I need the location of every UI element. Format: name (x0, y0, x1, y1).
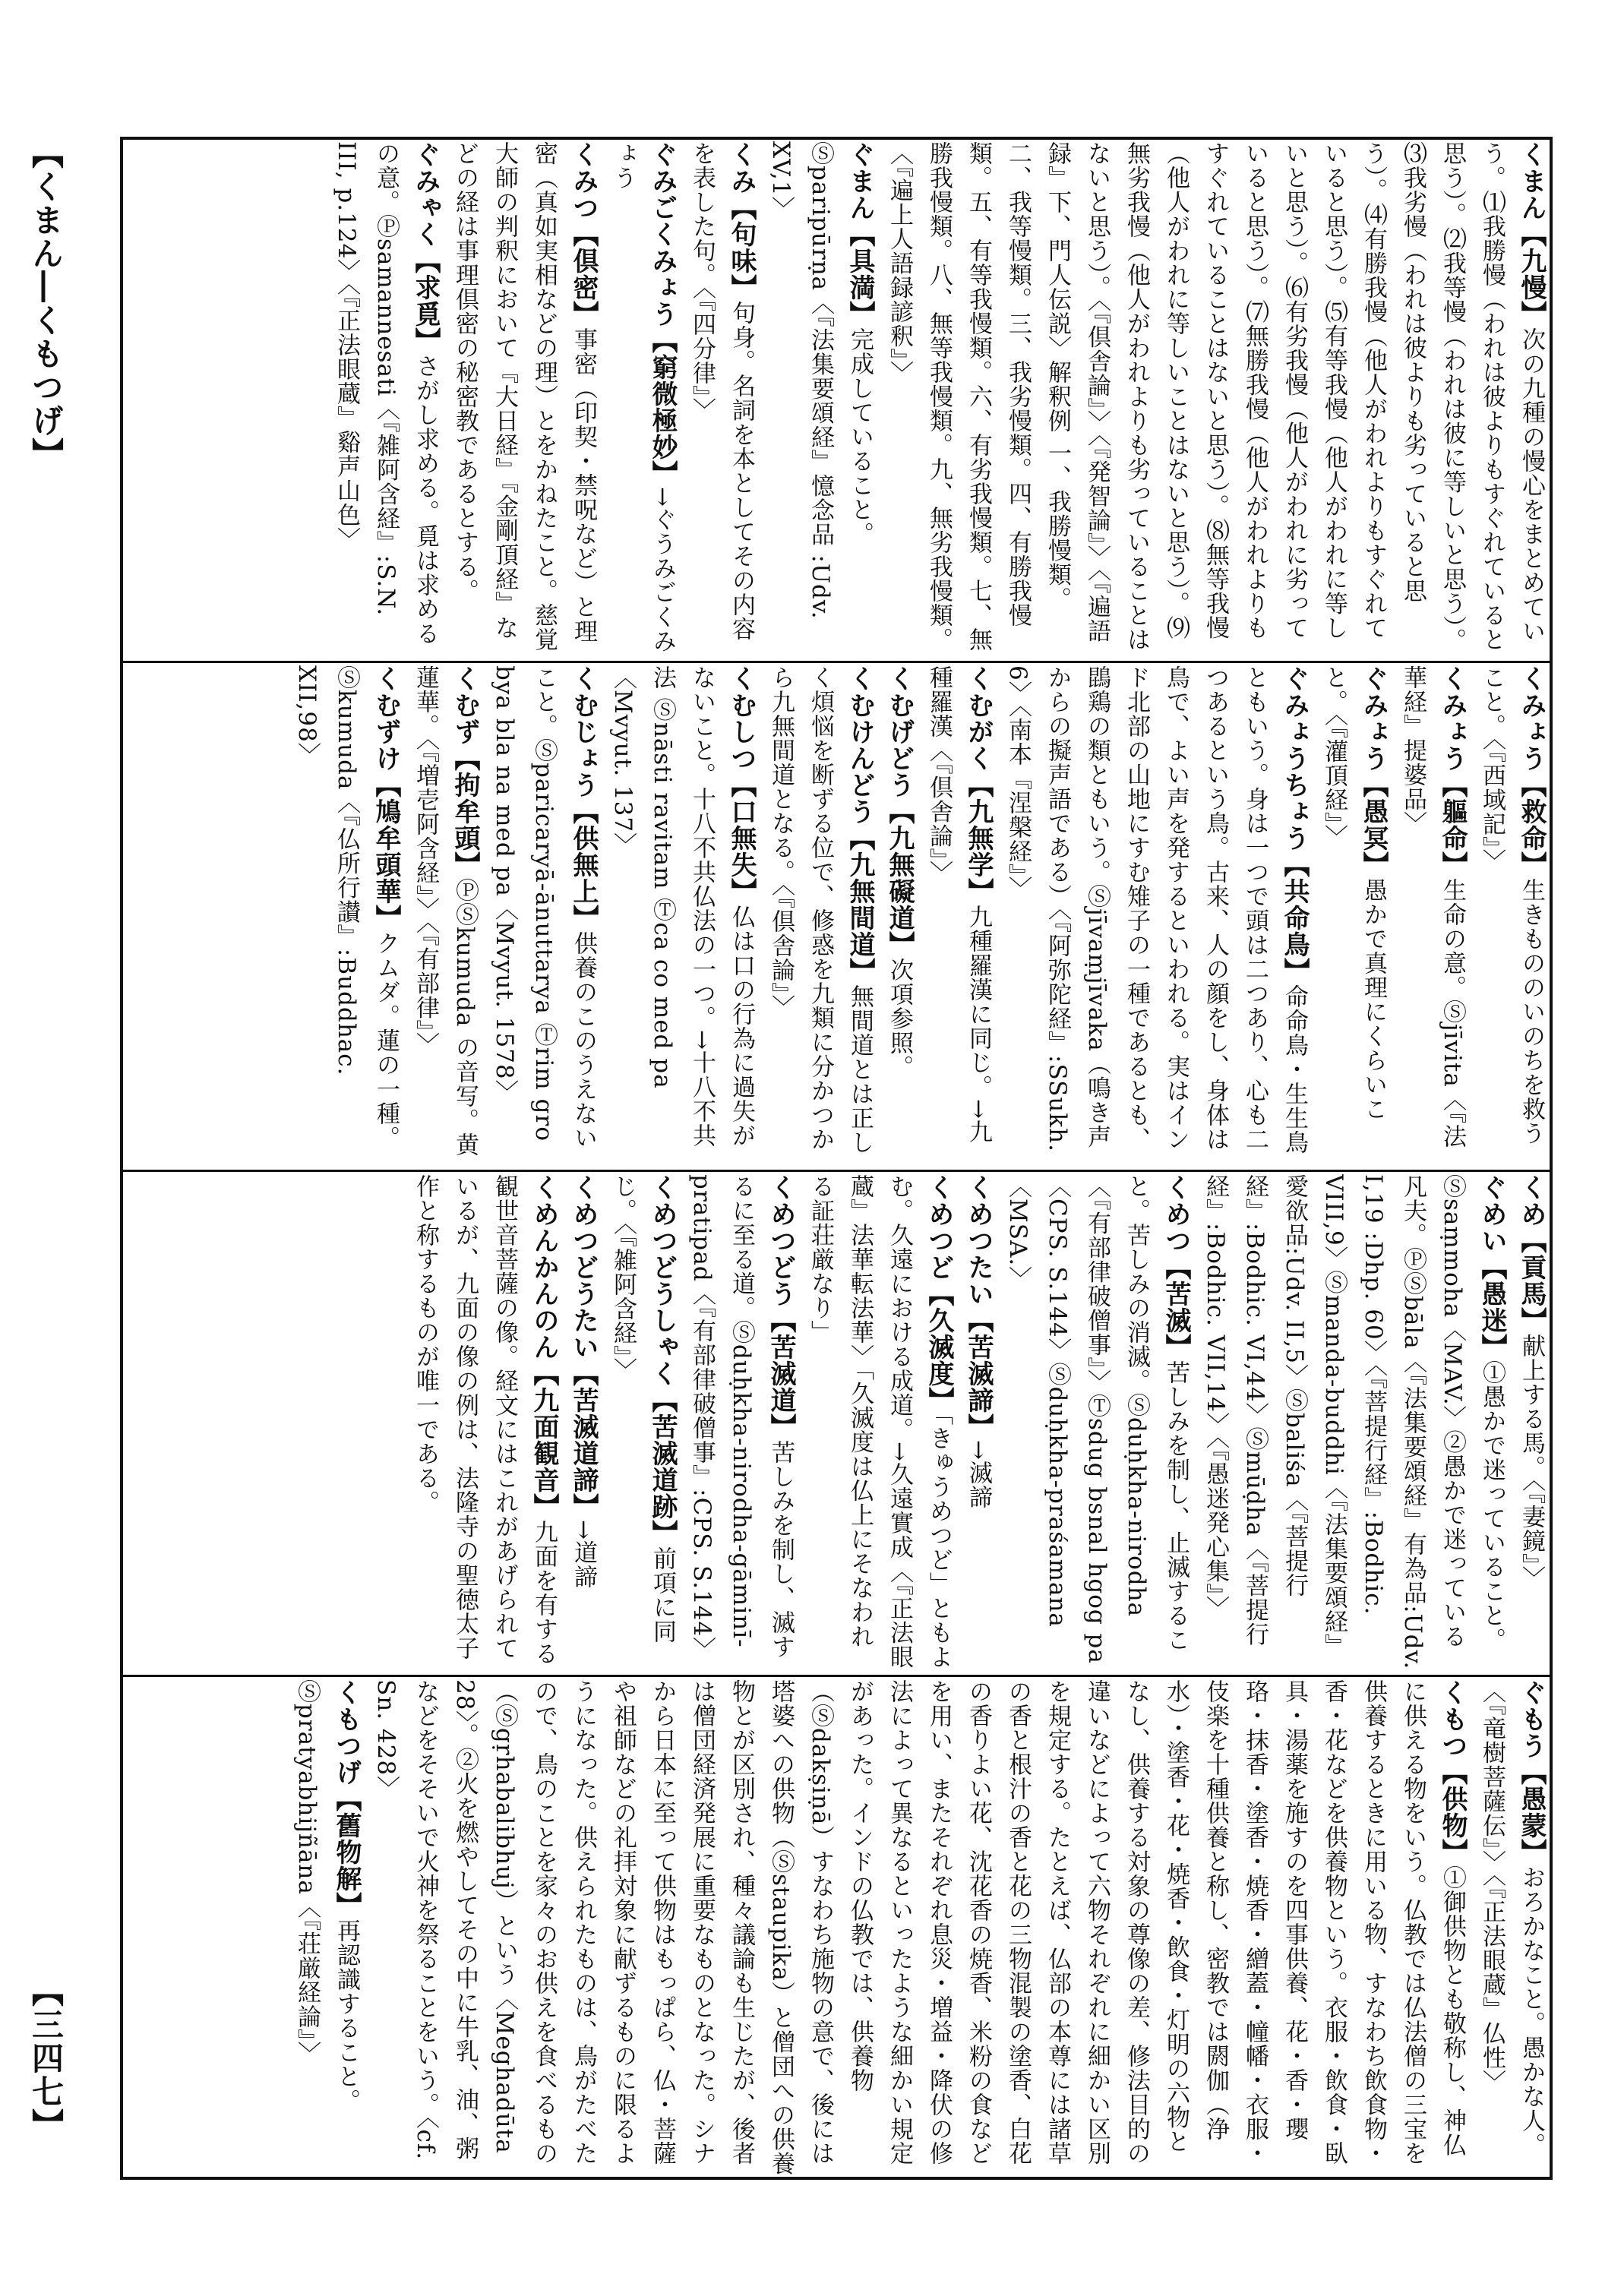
dictionary-entry: くむず【拘牟頭】ⓅⓈkumuda の音写。黄蓮華。〈『増壱阿含経』〉〈『有部律』〉 (412, 665, 480, 1158)
dictionary-entry: くみょう【軀命】生命の意。Ⓢjīvita〈『法華経』提婆品〉 (1399, 665, 1468, 1149)
dictionary-entry: くめんかんのん【九面観音】九面を有する観世音菩薩の像。経文にはこれがあげられているが、九面の像の例は、法隆寺の聖徳太子作と称するものが唯一である。 (412, 1174, 559, 1666)
dictionary-entry: くもつ【供物】①御供物とも敬称し、神仏に供える物をいう。仏教では仏法僧の三宝を供養するときに用いる物、すなわち飲食物・香・花などを供養物という。衣服・飲食・臥具・湯薬を施すのを四事供養、花・香・瓔珞・抹香・塗香・焼香・繒蓋・幢幡・衣服・伎楽を十種供養と称し、密教では閼伽（浄水）・塗香・花・焼香・飲食・灯明の六物となし、供養する対象の尊像の差、修法目的の違いなどによって六物それぞれに細かい区別を規定する。たとえば、仏部の本尊には諸草の香と根汁の香と花の三物混製の塗香、白花の香りよい花、沈花香の焼香、米粉の食などを用い、またそれぞれ息災・増益・降伏の修法によって異なるといったような細かい規定があった。インドの仏教では、供養物（Ⓢdakṣiṇā）すなわち施物の意で、後には塔婆への供物（Ⓢstaupika）と僧団への供養物とが区別され、種々議論も生じたが、後者は僧団経済発展に重要なものとなった。シナから日本に至って供物はもっぱら、仏・菩薩や祖師などの礼拝対象に献ずるものに限るようになった。供えられたものは、鳥がたべたので、鳥のことを家々のお供えを食べるもの（Ⓢgṛhabalibhuj）という〈Meghadūta 28〉。②火を燃やしてその中に牛乳、油、粥などをそそいで火神を祭ることをいう。〈cf. Sn. 428〉 (372, 1679, 1468, 2176)
dictionary-entry: ぐみょう【愚冥】愚かで真理にくらいこと。〈『灌頂経』〉 (1320, 665, 1389, 1121)
tier-2 (122, 665, 1551, 1167)
dictionary-entry: くむがく【九無学】九種羅漢に同じ。→九種羅漢〈『倶舎論』〉 (925, 665, 994, 1144)
dictionary-entry: くむけんどう【九無間道】無間道とは正しく煩悩を断ずる位で、修惑を九類に分かつから九無間道となる。〈『倶舎論』〉 (767, 665, 875, 1154)
tier-divider-1 (120, 661, 1553, 663)
page-number: 【三四七】 (27, 1975, 65, 2142)
dictionary-entry: くめつどうしゃく【苦滅道跡】前項に同じ。〈『雑阿含経』〉 (609, 1174, 678, 1644)
dictionary-entry: くめつどうたい【苦滅道諦】→道諦 (568, 1174, 599, 1589)
dictionary-entry: くむしつ【口無失】仏は口の行為に過失がないこと。十八不共仏法の一つ。→十八不共法 Ⓢnāsti ravitam Ⓣca co med pa〈Mvyut. 137〉 (609, 665, 757, 1148)
tier-4 (122, 1679, 1551, 2177)
dictionary-entry: くまん【九慢】次の九種の慢心をまとめていう。⑴我勝慢（われは彼よりもすぐれていると思う）。⑵我等慢（われは彼に等しいと思う）。⑶我劣慢（われは彼よりも劣っていると思う）。⑷有勝我慢（他人がわれよりもすぐれていると思う）。⑸有等我慢（他人がわれに等しいと思う）。⑹有劣我慢（他人がわれに劣っていると思う）。⑺無勝我慢（他人がわれよりもすぐれていることはないと思う）。⑻無等我慢（他人がわれに等しいことはないと思う）。⑼無劣我慢（他人がわれよりも劣っていることはないと思う）。〈『倶舎論』〉〈『発智論』〉〈『遍語録』下、門人伝説〉解釈例 一、我勝慢類。二、我等慢類。三、我劣慢類。四、有勝我慢類。五、有等我慢類。六、有劣我慢類。七、無勝我慢類。八、無等我慢類。九、無劣我慢類。〈『遍上人語録諺釈』〉 (886, 141, 1547, 652)
dictionary-entry: くめ【貢馬】献上する馬。〈『妻鏡』〉 (1516, 1174, 1547, 1590)
dictionary-entry: くめつど【久滅度】「きゅうめつど」ともよむ。久遠における成道。→久遠實成〈『正法眼蔵』法華転法華〉「久滅度は仏上にそなわれる証荘厳なり」 (807, 1174, 954, 1669)
dictionary-entry: ぐめい【愚迷】①愚かで迷っていること。Ⓢsaṃmoha〈MAV.〉②愚かで迷っている凡夫。ⓅⓈbāla〈『法集要頌経』有為品:Udv. I,19 :Dhp. 60〉〈『菩提行経』:Bodhic. VIII,9〉Ⓢmanda-buddhi〈『法集要頌経』愛欲品:Udv. II,5〉Ⓢbaliśa〈『菩提行経』:Bodhic. VI,44〉Ⓢmūḍha〈『菩提行経』:Bodhic. VII,14〉〈『愚迷発心集』〉 (1202, 1174, 1507, 1670)
dictionary-entry: くみつ【倶密】事密（印契・禁呪など）と理密（真如実相などの理）とをかねたこと。慈覚大師の判釈において『大日経』『金剛頂経』などの経は事理倶密の秘密教であるとする。 (451, 141, 599, 652)
dictionary-entry: くめつどう【苦滅道】苦しみを制し、滅するに至る道。Ⓢduḥkha-nirodha-gāminī-pratipad〈『有部律破僧事』:CPS. S.144〉 (688, 1174, 796, 1662)
dictionary-entry: ぐみごくみょう【窮微極妙】→ぐうみごくみょう (609, 141, 678, 653)
tier-1 (122, 141, 1551, 658)
dictionary-entry: くみ【句味】句身。名詞を本としてその内容を表した句。〈『四分律』〉 (688, 141, 757, 641)
dictionary-entry: ぐみゃく【求覓】さがし求める。覓は求めるの意。Ⓟsamannesati〈『雑阿含経』:S.N. III, p.124〉〈『正法眼蔵』谿声山色〉 (333, 141, 441, 646)
dictionary-entry: くむずけ【鳩牟頭華】クムダ。蓮の一種。Ⓢkumuda〈『仏所行讃』:Buddhac. XII,98〉 (293, 665, 401, 1150)
dictionary-entry: ぐまん【具満】完成していること。Ⓢparipūrṇa〈『法集要頌経』憶念品 :Udv. XV,1〉 (767, 141, 875, 620)
dictionary-entry: ぐみょうちょう【共命鳥】命命鳥・生生鳥ともいう。身は一つで頭は二つあり、心も二つあるという鳥。古来、人の顔をし、身体は鳥で、よい声を発するといわれる。実はインド北部の山地にすむ雉子の一種であるとも、鵾鶏の類ともいう。Ⓢjīvaṃjīvaka（鳴き声からの擬声語である）〈『阿弥陀経』:SSukh. 6〉〈南本『涅槃経』〉 (1004, 665, 1310, 1154)
tier-divider-2 (120, 1170, 1553, 1172)
running-title: 【くまん―くもつげ】 (27, 137, 65, 471)
dictionary-entry: くもつげ【舊物解】再認識すること。Ⓢpratyabhijñāna〈『荘厳経論』〉 (293, 1679, 362, 2113)
dictionary-entry: くめつ【苦滅】苦しみを制し、止滅すること。苦しみの消滅。Ⓢduḥkha-nirodha〈『有部律破僧事』〉Ⓣsdug bsnal hgog pa〈CPS. S.144〉Ⓢduḥkha-praśamana〈MSA.〉 (1004, 1174, 1191, 1664)
dictionary-entry: ぐもう【愚蒙】おろかなこと。愚かな人。〈『竜樹菩薩伝』〉〈『正法眼蔵』仏性〉 (1478, 1679, 1547, 2157)
dictionary-entry: くむじょう【供無上】供養のこのうえないこと。Ⓢparicaryā-ānuttarya Ⓣrim gro bya bla na med pa〈Mvyut. 1578〉 (491, 665, 599, 1150)
tier-divider-3 (120, 1675, 1553, 1677)
dictionary-entry: くみょう【救命】生きもののいのちを救うこと。〈『西域記』〉 (1478, 665, 1547, 1145)
dictionary-entry: くむげどう【九無礙道】次項参照。 (884, 665, 915, 1079)
dictionary-entry: くめつたい【苦滅諦】→滅諦 (963, 1174, 994, 1509)
tier-3 (122, 1174, 1551, 1672)
